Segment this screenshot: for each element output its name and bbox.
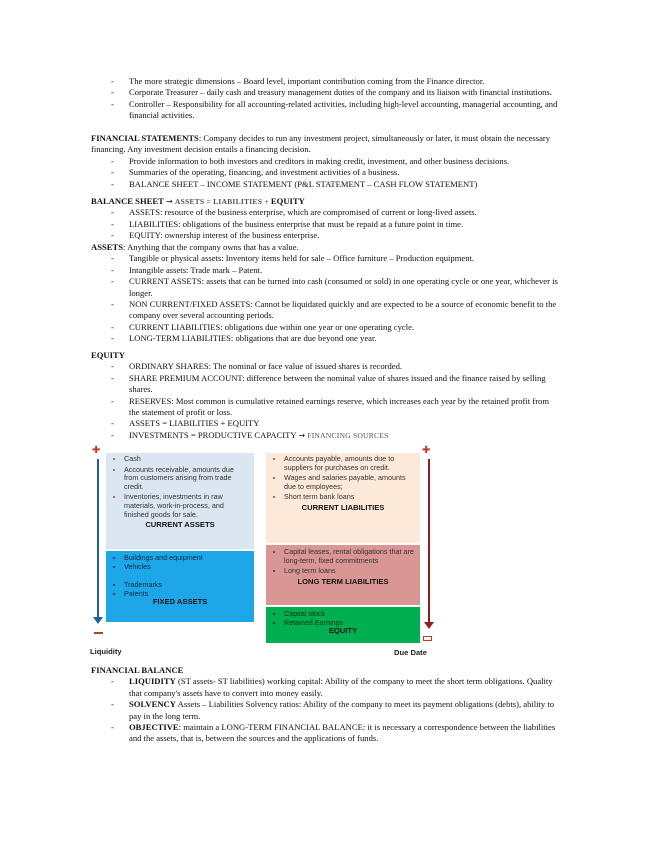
arrow-down-icon [424, 622, 434, 629]
list-item: • Buildings and equipment [124, 554, 250, 563]
current-assets-box [106, 453, 254, 549]
list-item: • Accounts receivable, amounts due from customers arising from trade credit. [124, 466, 250, 492]
equity-section [91, 350, 561, 441]
list-item: • Short term bank loans [284, 493, 416, 502]
minus-icon [423, 636, 432, 641]
financing-sources-label: FINANCING SOURCES [307, 430, 389, 440]
plus-icon: ✚ [92, 445, 101, 456]
list-item: • Patents [124, 590, 250, 599]
list-item: • Retained Earnings [284, 619, 416, 628]
section-heading: EQUITY [91, 350, 125, 360]
balance-sheet-section [91, 196, 561, 242]
right-arrow-icon: → [166, 197, 173, 206]
box-label: LONG TERM LIABILITIES [297, 576, 389, 586]
paragraph-text: : Anything that the company owns that has a value. [123, 242, 299, 252]
list-item: - Provide information to both investors and creditors in making credit, investment, and other business decisions. [91, 156, 561, 167]
list-item: - CURRENT LIABILITIES: obligations due within one year or one operating cycle. [91, 322, 561, 333]
term-text: Assets – Liabilities Solvency ratios: Ability of the company to meet its payment obligations (debts), ability to pay in the long term. [129, 699, 555, 721]
list-item: • Wages and salaries payable, amounts due to employees; [284, 474, 416, 491]
list-item: • Capital leases, rental obligations that are long-term, fixed commitments [284, 548, 416, 565]
list-item: - The more strategic dimensions – Board level, important contribution coming from the Finance director. [91, 76, 561, 87]
balance-sheet-diagram [88, 447, 448, 662]
list-item: - CURRENT ASSETS: assets that can be turned into cash (consumed or sold) in one operating cycle or one year, whichever is longer. [91, 276, 561, 299]
paragraph [91, 133, 561, 156]
list-item: - LONG-TERM LIABILITIES: obligations that are due beyond one year. [91, 333, 561, 344]
section-heading: ASSETS [91, 242, 124, 252]
list-item: • Capital stock [284, 610, 416, 619]
plus-icon: ✚ [422, 445, 431, 456]
paragraph [91, 196, 561, 207]
long-term-liabilities-box [266, 545, 420, 605]
list-item [91, 699, 561, 722]
box-label: CURRENT LIABILITIES [301, 502, 385, 512]
current-liabilities-box [266, 453, 420, 543]
liquidity-arrow-line [97, 459, 99, 619]
list-item: • Inventories, investments in raw materials, work-in-process, and finished goods for sale. [124, 493, 250, 519]
financial-statements-section [91, 133, 561, 190]
due-date-arrow-line [428, 459, 430, 624]
list-item: - ASSETS: resource of the business enterprise, which are compromised of current or long-lived assets. [91, 207, 561, 218]
equity-box [266, 607, 420, 643]
list-item: - Corporate Treasurer – daily cash and treasury management duties of the company and its liaison with financial institutions. [91, 87, 561, 98]
term: OBJECTIVE [129, 722, 179, 733]
list-item: - Intangible assets: Trade mark – Patent. [91, 265, 561, 276]
term: LIQUIDITY [129, 676, 176, 687]
list-item: - SHARE PREMIUM ACCOUNT: difference between the nominal value of shares issued and the finance raised by selling shares. [91, 373, 561, 396]
list-item: - Controller – Responsibility for all accounting-related activities, including high-level accounting, managerial accounting, and financial activities. [91, 99, 561, 122]
list-item: - ORDINARY SHARES: The nominal or face value of issued shares is recorded. [91, 361, 561, 372]
investments-line: INVESTMENTS = PRODUCTIVE CAPACITY [129, 429, 297, 440]
list-item: • Trademarks [124, 581, 250, 590]
list-item [91, 430, 561, 441]
list-item: - RESERVES: Most common is cumulative retained earnings reserve, which increases each year by the retained profit from the statement of profit or loss. [91, 396, 561, 419]
fixed-assets-box [106, 551, 254, 622]
list-item [91, 676, 561, 699]
list-item: • Accounts payable, amounts due to suppliers for purchases on credit. [284, 455, 416, 472]
minus-icon [94, 632, 103, 634]
assets-section [91, 242, 561, 345]
section-heading: FINANCIAL STATEMENTS [91, 133, 199, 143]
list-item: - NON CURRENT/FIXED ASSETS: Cannot be liquidated quickly and are expected to be a source of economic benefit to the company over several accounting periods. [91, 299, 561, 322]
arrow-down-icon [93, 617, 103, 624]
list-item [91, 722, 561, 745]
section-heading: BALANCE SHEET [91, 196, 164, 206]
list-item: • Vehicles [124, 563, 250, 572]
paragraph [91, 242, 561, 253]
equity-word: EQUITY [270, 196, 305, 206]
list-item: - LIABILITIES: obligations of the business enterprise that must be repaid at a future point in time. [91, 219, 561, 230]
list-item: - Summaries of the operating, financing, and investment activities of a business. [91, 167, 561, 178]
box-label: EQUITY [328, 626, 358, 636]
box-label: FIXED ASSETS [152, 597, 208, 607]
list-item: - Tangible or physical assets: Inventory items held for sale – Office furniture – Production equipment. [91, 253, 561, 264]
right-arrow-icon: → [298, 430, 306, 440]
term-text: (ST assets- ST liabilities) working capital: Ability of the company to meet the short term obligations. Quality that company's assets have to convert into money easily. [129, 676, 553, 698]
section-heading: FINANCIAL BALANCE [91, 665, 184, 675]
paragraph-text: : Company decides to run any investment project, simultaneously or later, it must obtain the necessary financing. Any investment decision entails a financing decision. [91, 133, 551, 155]
financial-balance-section [91, 665, 561, 745]
list-item: - EQUITY: ownership interest of the business enterprise. [91, 230, 561, 241]
term-text: : maintain a LONG-TERM FINANCIAL BALANCE: it is necessary a correspondence between the liabilities and the assets, that is, between the sources and the applications of funds. [129, 722, 556, 744]
term: SOLVENCY [129, 699, 176, 710]
liquidity-label: Liquidity [90, 647, 122, 656]
due-date-label: Due Date [394, 648, 427, 657]
list-item: • Cash [124, 455, 250, 464]
intro-section [91, 76, 561, 122]
list-item: - ASSETS = LIABILITIES + EQUITY [91, 418, 561, 429]
equation-text: ASSETS = LIABILITIES + [174, 197, 269, 206]
box-label: CURRENT ASSETS [145, 520, 215, 530]
list-item: - BALANCE SHEET – INCOME STATEMENT (P&L STATEMENT – CASH FLOW STATEMENT) [91, 179, 561, 190]
list-item: • Long term loans [284, 567, 416, 576]
